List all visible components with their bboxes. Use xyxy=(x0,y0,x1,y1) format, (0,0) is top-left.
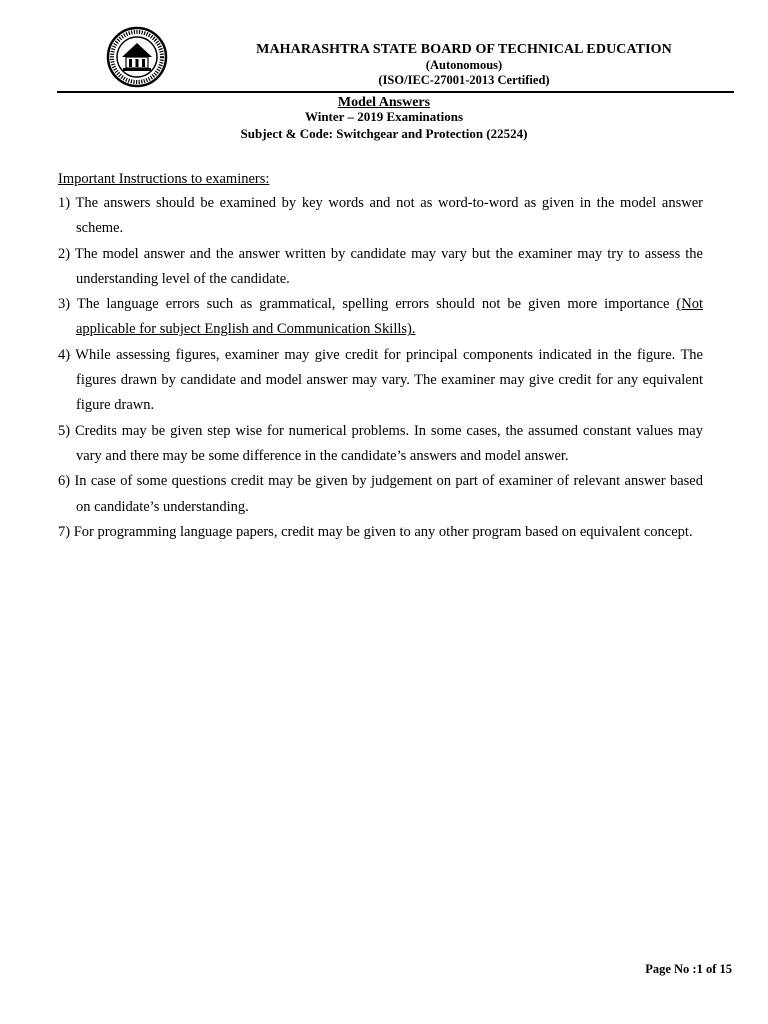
instruction-item: 5) Credits may be given step wise for numerical problems. In some cases, the assumed constant values may vary and there may be some difference in the candidate’s answers and model answer. xyxy=(58,422,703,464)
page-number: Page No :1 of 15 xyxy=(645,962,732,976)
msbte-seal-icon xyxy=(106,26,168,88)
board-name: MAHARASHTRA STATE BOARD OF TECHNICAL EDUCATION xyxy=(256,42,672,57)
exam-session: Winter – 2019 Examinations xyxy=(304,109,464,124)
instruction-item: 6) In case of some questions credit may be given by judgement on part of examiner of relevant answer based on candidate’s understanding. xyxy=(58,473,703,515)
instruction-item: 3) The language errors such as grammatical, spelling errors should not be given more importance (Not applicable for subject English and Communication Skills). xyxy=(58,296,703,338)
certification-label: (ISO/IEC-27001-2013 Certified) xyxy=(378,73,550,87)
instruction-item: 2) The model answer and the answer written by candidate may vary but the examiner may try to assess the understanding level of the candidate. xyxy=(58,245,703,287)
instructions-heading: Important Instructions to examiners: xyxy=(58,171,270,187)
title-text: Model Answers xyxy=(337,95,431,110)
instructions-list xyxy=(58,191,703,545)
autonomous-label: (Autonomous) xyxy=(425,58,503,72)
underlined-note: (Not applicable for subject English and Communication Skills). xyxy=(76,296,703,338)
instruction-item: 7) For programming language papers, credit may be given to any other program based on equivalent concept. xyxy=(58,523,693,540)
instruction-item: 4) While assessing figures, examiner may give credit for principal components indicated in the figure. The figures drawn by candidate and model answer may vary. The examiner may give credit for any equivalent figure drawn. xyxy=(58,346,703,414)
instruction-item: 1) The answers should be examined by key words and not as word-to-word as given in the model answer scheme. xyxy=(58,195,703,237)
subject-code: Subject & Code: Switchgear and Protection (22524) xyxy=(240,126,528,141)
